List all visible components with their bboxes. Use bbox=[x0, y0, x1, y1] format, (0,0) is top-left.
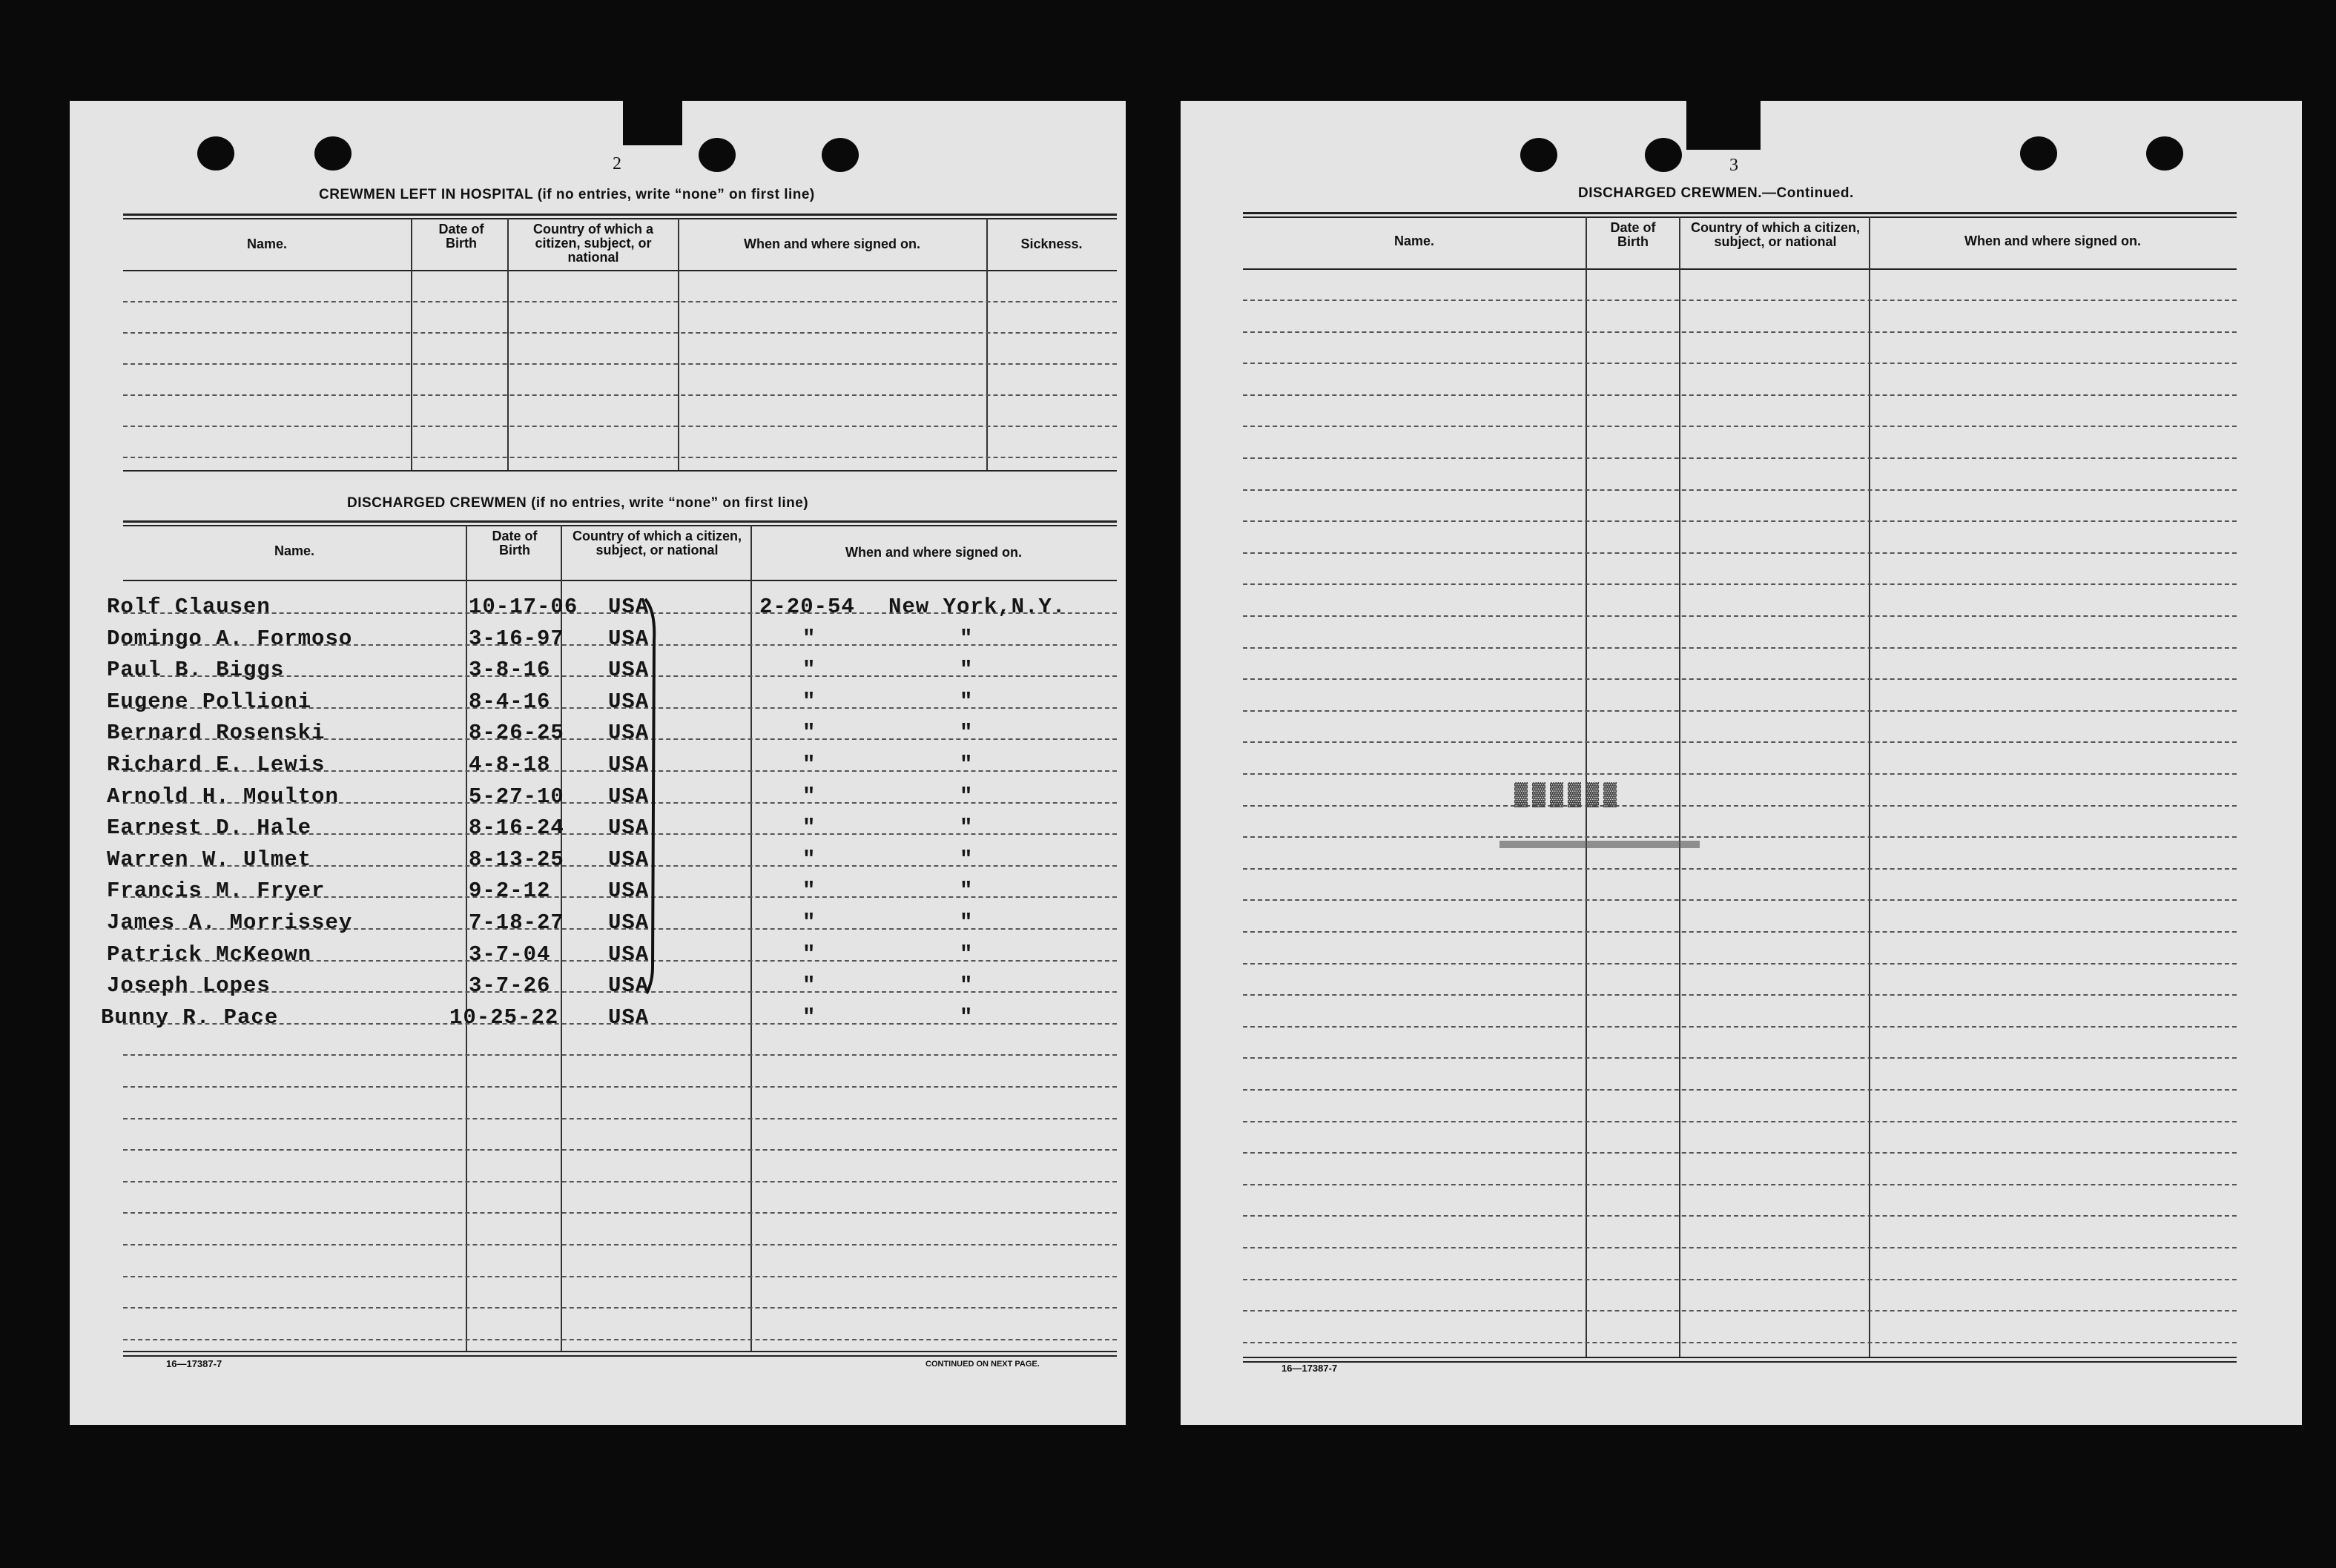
ruled-line bbox=[123, 1086, 1117, 1088]
ruled-line bbox=[1243, 394, 2237, 396]
ruled-line bbox=[1243, 1184, 2237, 1185]
crew-signed-place: " bbox=[960, 626, 974, 651]
punch-hole bbox=[2020, 136, 2057, 171]
crew-country: USA bbox=[608, 973, 650, 999]
ruled-line bbox=[1243, 773, 2237, 775]
crew-signed-place: New York,N.Y. bbox=[888, 595, 1066, 619]
crew-country: USA bbox=[608, 626, 650, 651]
crew-dob: 3-7-04 bbox=[469, 942, 551, 967]
ruled-line bbox=[123, 332, 1117, 334]
crew-country: USA bbox=[608, 910, 650, 935]
ruled-line bbox=[1243, 1342, 2237, 1343]
rule bbox=[123, 580, 1117, 581]
crew-name: Warren W. Ulmet bbox=[107, 847, 312, 872]
punch-hole bbox=[1520, 138, 1557, 172]
rule bbox=[123, 214, 1117, 216]
rule bbox=[123, 270, 1117, 271]
crew-country: USA bbox=[608, 847, 650, 872]
col-dob: Date of Birth bbox=[438, 222, 484, 251]
rule bbox=[1243, 1357, 2237, 1358]
col-country: Country of which a citizen, subject, or national bbox=[572, 529, 742, 558]
col-name: Name. bbox=[1393, 234, 1435, 248]
ruled-line bbox=[1243, 426, 2237, 427]
crew-dob: 8-13-25 bbox=[469, 847, 564, 872]
punch-hole bbox=[197, 136, 234, 171]
ruled-line bbox=[1243, 1310, 2237, 1311]
crew-country: USA bbox=[608, 879, 650, 904]
crew-signed-place: " bbox=[960, 784, 974, 809]
crew-dob: 5-27-10 bbox=[469, 784, 564, 809]
ruled-line bbox=[1243, 868, 2237, 870]
col-dob: Date of Birth bbox=[1610, 220, 1656, 249]
crew-country: USA bbox=[608, 658, 650, 683]
column-divider bbox=[986, 218, 988, 470]
rule bbox=[1243, 268, 2237, 270]
col-dob: Date of Birth bbox=[492, 529, 538, 558]
crew-dob: 10-25-22 bbox=[449, 1005, 559, 1030]
ruled-line bbox=[1243, 647, 2237, 649]
crew-dob: 8-4-16 bbox=[469, 689, 551, 714]
col-signed: When and where signed on. bbox=[845, 545, 1023, 560]
column-divider bbox=[750, 525, 752, 1351]
column-divider bbox=[507, 218, 509, 470]
rule bbox=[1243, 1361, 2237, 1363]
smudge-mark bbox=[1499, 841, 1700, 848]
punch-hole bbox=[1645, 138, 1682, 172]
punch-hole bbox=[822, 138, 859, 172]
crew-signed-date: " bbox=[802, 658, 816, 683]
column-divider bbox=[466, 525, 467, 1351]
crew-signed-date: " bbox=[802, 784, 816, 809]
col-signed: When and where signed on. bbox=[743, 236, 921, 251]
ruled-line bbox=[1243, 520, 2237, 522]
ruled-line bbox=[123, 457, 1117, 458]
ruled-line bbox=[1243, 1279, 2237, 1280]
ruled-line bbox=[123, 426, 1117, 427]
crew-signed-place: " bbox=[960, 942, 974, 967]
continued-note: CONTINUED ON NEXT PAGE. bbox=[926, 1360, 1040, 1369]
continued-title: DISCHARGED CREWMEN.—Continued. bbox=[1578, 185, 1854, 201]
ruled-line bbox=[1243, 583, 2237, 585]
ruled-line bbox=[1243, 615, 2237, 617]
ruled-line bbox=[1243, 741, 2237, 743]
ruled-line bbox=[123, 1244, 1117, 1246]
ruled-line bbox=[1243, 457, 2237, 459]
column-divider bbox=[1679, 216, 1680, 1357]
rule bbox=[123, 520, 1117, 523]
rule bbox=[1243, 216, 2237, 218]
crew-signed-place: " bbox=[960, 973, 974, 999]
col-name: Name. bbox=[246, 236, 288, 251]
col-signed: When and where signed on. bbox=[1964, 234, 2142, 248]
crew-signed-place: " bbox=[960, 658, 974, 683]
crew-name: Arnold H. Moulton bbox=[107, 784, 339, 809]
crew-country: USA bbox=[608, 784, 650, 809]
ruled-line bbox=[1243, 552, 2237, 554]
crew-name: Paul B. Biggs bbox=[107, 658, 285, 683]
rule bbox=[123, 1351, 1117, 1352]
right-page bbox=[1181, 101, 2302, 1425]
ruled-line bbox=[1243, 363, 2237, 364]
ruled-line bbox=[1243, 300, 2237, 301]
crew-signed-date: " bbox=[802, 689, 816, 714]
left-page bbox=[70, 101, 1126, 1425]
crew-country: USA bbox=[608, 721, 650, 746]
hospital-title bbox=[319, 187, 815, 203]
ruled-line bbox=[123, 1307, 1117, 1309]
page-number: 3 bbox=[1729, 156, 1738, 175]
column-divider bbox=[678, 218, 679, 470]
ruled-line bbox=[123, 1054, 1117, 1056]
crew-dob: 3-16-97 bbox=[469, 626, 564, 651]
ruled-line bbox=[123, 1149, 1117, 1151]
ruled-line bbox=[1243, 489, 2237, 491]
hospital-title-note: (if no entries, write “none” on first line) bbox=[537, 187, 815, 202]
ruled-line bbox=[123, 1118, 1117, 1119]
rule bbox=[123, 218, 1117, 219]
ruled-line bbox=[123, 1212, 1117, 1214]
crew-country: USA bbox=[608, 942, 650, 967]
form-number: 16—17387-7 bbox=[1281, 1363, 1338, 1374]
ruled-line bbox=[1243, 678, 2237, 680]
ruled-line bbox=[1243, 1026, 2237, 1028]
ruled-line bbox=[1243, 1121, 2237, 1122]
crew-name: Richard E. Lewis bbox=[107, 752, 326, 777]
discharged-title bbox=[347, 495, 808, 512]
crew-signed-date: 2-20-54 bbox=[759, 595, 855, 619]
crew-dob: 3-7-26 bbox=[469, 973, 551, 999]
crew-dob: 3-8-16 bbox=[469, 658, 551, 683]
ruled-line bbox=[1243, 331, 2237, 333]
crew-country: USA bbox=[608, 1005, 650, 1030]
crew-name: Rolf Clausen bbox=[107, 595, 271, 619]
crew-name: Bunny R. Pace bbox=[101, 1005, 279, 1030]
col-country: Country of which a citizen, subject, or national bbox=[1690, 220, 1860, 249]
crew-name: Eugene Pollioni bbox=[107, 689, 312, 714]
column-divider bbox=[411, 218, 412, 470]
ruled-line bbox=[1243, 836, 2237, 838]
crew-name: Bernard Rosenski bbox=[107, 721, 326, 746]
crew-name: Domingo A. Formoso bbox=[107, 626, 353, 651]
crew-signed-place: " bbox=[960, 752, 974, 777]
rule bbox=[1243, 212, 2237, 214]
crew-signed-date: " bbox=[802, 752, 816, 777]
crew-name: Earnest D. Hale bbox=[107, 816, 312, 841]
crew-name: Joseph Lopes bbox=[107, 973, 271, 999]
smudged-stamp: ▓▓▓▓▓▓ bbox=[1514, 783, 1622, 808]
ruled-line bbox=[123, 1181, 1117, 1182]
ruled-line bbox=[1243, 994, 2237, 996]
crew-dob: 8-16-24 bbox=[469, 816, 564, 841]
discharged-title-text: DISCHARGED CREWMEN bbox=[347, 495, 527, 511]
form-number: 16—17387-7 bbox=[166, 1358, 222, 1369]
crew-signed-date: " bbox=[802, 973, 816, 999]
crew-name: Patrick McKeown bbox=[107, 942, 312, 967]
ruled-line bbox=[1243, 710, 2237, 712]
crew-signed-date: " bbox=[802, 626, 816, 651]
crew-signed-date: " bbox=[802, 879, 816, 904]
crew-country: USA bbox=[608, 816, 650, 841]
crew-signed-place: " bbox=[960, 816, 974, 841]
crew-dob: 4-8-18 bbox=[469, 752, 551, 777]
ruled-line bbox=[1243, 899, 2237, 901]
col-sickness: Sickness. bbox=[1020, 236, 1083, 251]
punch-hole bbox=[314, 136, 352, 171]
crew-name: James A. Morrissey bbox=[107, 910, 353, 935]
crew-signed-date: " bbox=[802, 847, 816, 872]
crew-signed-place: " bbox=[960, 910, 974, 935]
ruled-line bbox=[1243, 1247, 2237, 1248]
ruled-line bbox=[1243, 1152, 2237, 1154]
discharged-title-note: (if no entries, write “none” on first line) bbox=[531, 495, 809, 511]
crew-country: USA bbox=[608, 689, 650, 714]
ruled-line bbox=[123, 394, 1117, 396]
crew-country: USA bbox=[608, 595, 650, 619]
binding-notch bbox=[1686, 101, 1761, 150]
ruled-line bbox=[1243, 1089, 2237, 1091]
crew-signed-date: " bbox=[802, 721, 816, 746]
ruled-line bbox=[1243, 963, 2237, 965]
ruled-line bbox=[1243, 805, 2237, 807]
hospital-title-text: CREWMEN LEFT IN HOSPITAL bbox=[319, 187, 533, 202]
ruled-line bbox=[1243, 1215, 2237, 1217]
crew-signed-date: " bbox=[802, 942, 816, 967]
ruled-line bbox=[123, 363, 1117, 365]
crew-signed-place: " bbox=[960, 689, 974, 714]
ruled-line bbox=[1243, 1057, 2237, 1059]
ruled-line bbox=[123, 1276, 1117, 1277]
crew-name: Francis M. Fryer bbox=[107, 879, 326, 904]
column-divider bbox=[1869, 216, 1870, 1357]
ruled-line bbox=[1243, 931, 2237, 933]
rule bbox=[123, 525, 1117, 526]
crew-signed-place: " bbox=[960, 1005, 974, 1030]
crew-signed-place: " bbox=[960, 847, 974, 872]
ditto-bracket bbox=[641, 596, 663, 996]
crew-signed-place: " bbox=[960, 721, 974, 746]
crew-dob: 10-17-06 bbox=[469, 595, 578, 619]
binding-notch bbox=[623, 101, 682, 145]
ruled-line bbox=[123, 1339, 1117, 1340]
crew-dob: 9-2-12 bbox=[469, 879, 551, 904]
rule bbox=[123, 1355, 1117, 1357]
rule bbox=[123, 470, 1117, 472]
crew-signed-date: " bbox=[802, 816, 816, 841]
crew-dob: 8-26-25 bbox=[469, 721, 564, 746]
crew-signed-date: " bbox=[802, 910, 816, 935]
ruled-line bbox=[123, 301, 1117, 302]
page-number: 2 bbox=[613, 154, 621, 173]
crew-dob: 7-18-27 bbox=[469, 910, 564, 935]
crew-signed-date: " bbox=[802, 1005, 816, 1030]
punch-hole bbox=[699, 138, 736, 172]
col-country: Country of which a citizen, subject, or national bbox=[533, 222, 653, 265]
crew-country: USA bbox=[608, 752, 650, 777]
punch-hole bbox=[2146, 136, 2183, 171]
col-name: Name. bbox=[274, 543, 315, 558]
crew-signed-place: " bbox=[960, 879, 974, 904]
